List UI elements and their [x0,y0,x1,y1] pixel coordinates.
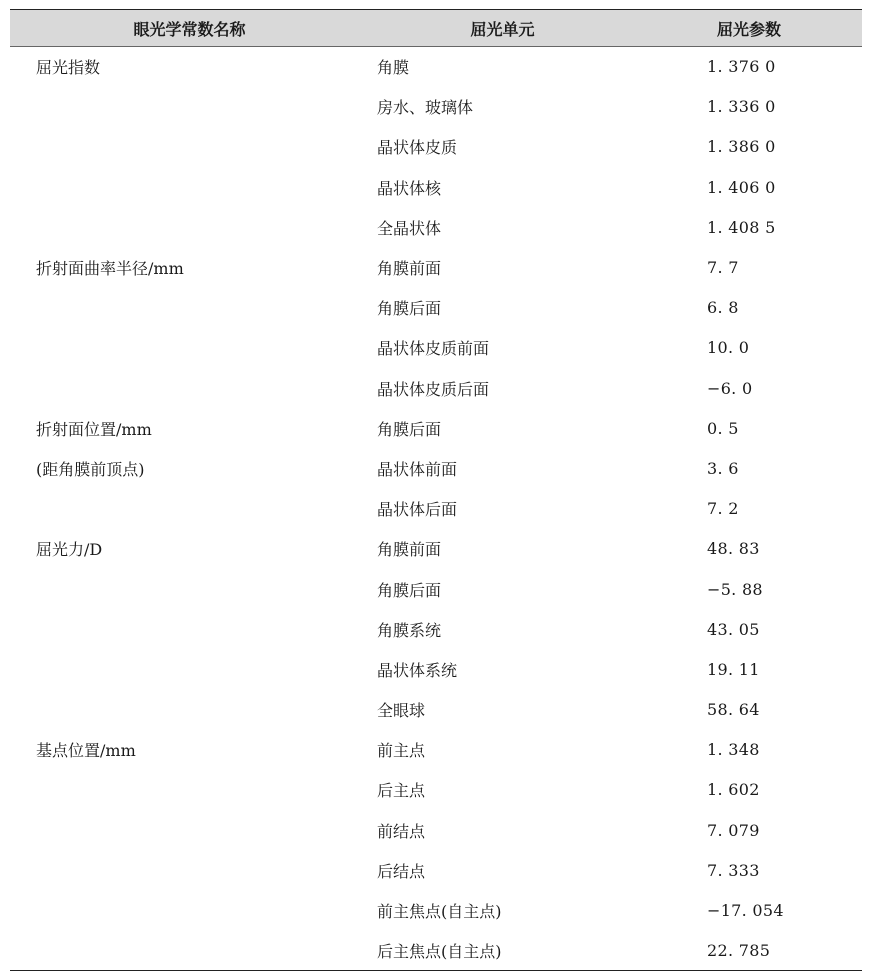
constant-name-cell: 基点位置/mm [36,741,136,761]
constant-name-cell [10,127,369,167]
table-row [10,167,862,207]
refractive-parameter-cell: 19. 11 [707,659,760,679]
refractive-unit-cell: 晶状体后面 [377,500,458,520]
refractive-unit-cell: 角膜后面 [377,419,442,439]
refractive-parameter-cell: 1. 386 0 [707,137,776,157]
table-row [10,328,862,368]
refractive-unit-cell: 全眼球 [377,701,426,721]
refractive-parameter-cell: 1. 376 0 [707,57,776,77]
constant-name-cell [10,649,369,689]
refractive-unit-cell: 全晶状体 [377,218,442,238]
header-refractive-parameter: 屈光参数 [636,10,862,47]
refractive-unit-cell: 晶状体前面 [377,459,458,479]
refractive-parameter-cell: 1. 406 0 [707,177,776,197]
refractive-parameter-cell: 7. 2 [707,499,739,519]
refractive-unit-cell: 晶状体核 [377,178,442,198]
table-row [10,529,862,569]
refractive-unit-cell: 后主点 [377,781,426,801]
constant-name-cell [10,569,369,609]
table-body [10,47,862,971]
table-header-row [10,10,862,47]
refractive-parameter-cell: 10. 0 [707,338,750,358]
table-row [10,408,862,448]
refractive-unit-cell: 角膜前面 [377,540,442,560]
refractive-unit-cell: 前主点 [377,741,426,761]
table-row [10,931,862,971]
refractive-parameter-cell: 1. 408 5 [707,217,776,237]
refractive-unit-cell: 角膜系统 [377,620,442,640]
constant-name-cell: 屈光指数 [36,58,101,78]
refractive-parameter-cell: 1. 336 0 [707,97,776,117]
table-row [10,730,862,770]
table-row [10,127,862,167]
table-row [10,690,862,730]
refractive-parameter-cell: 58. 64 [707,700,760,720]
header-refractive-unit: 屈光单元 [369,10,636,47]
refractive-unit-cell: 晶状体皮质后面 [377,379,490,399]
constant-name-cell [10,87,369,127]
table-row [10,368,862,408]
constant-name-cell [10,368,369,408]
refractive-parameter-cell: −17. 054 [707,901,784,921]
table-row [10,890,862,930]
constant-name-cell: 折射面位置/mm [36,419,152,439]
refractive-parameter-cell: 48. 83 [707,539,760,559]
constant-name-cell [10,328,369,368]
refractive-parameter-cell: 7. 333 [707,860,760,880]
table-row [10,247,862,287]
refractive-parameter-cell: 43. 05 [707,619,760,639]
header-constant-name: 眼光学常数名称 [10,10,369,47]
refractive-unit-cell: 房水、玻璃体 [377,98,474,118]
refractive-unit-cell: 晶状体皮质前面 [377,339,490,359]
refractive-unit-cell: 角膜 [377,58,410,78]
optical-constants-table [10,9,862,971]
constant-name-cell [10,288,369,328]
constant-name-cell [10,207,369,247]
refractive-unit-cell: 角膜前面 [377,259,442,279]
table-row [10,770,862,810]
constant-name-cell [10,890,369,930]
table-row [10,489,862,529]
constant-name-cell [10,489,369,529]
refractive-parameter-cell: 22. 785 [636,931,862,971]
refractive-unit-cell: 角膜后面 [377,299,442,319]
refractive-unit-cell: 前结点 [377,821,426,841]
refractive-parameter-cell: −5. 88 [707,579,763,599]
refractive-unit-cell: 后结点 [377,861,426,881]
table-row [10,207,862,247]
constant-name-cell [10,850,369,890]
table-row [10,448,862,488]
constant-name-cell: 折射面曲率半径/mm [36,259,184,279]
table-row [10,649,862,689]
constant-name-cell [10,770,369,810]
refractive-parameter-cell: −6. 0 [707,378,753,398]
table-row [10,87,862,127]
table-row [10,288,862,328]
refractive-parameter-cell: 7. 079 [707,820,760,840]
constant-name-cell [10,609,369,649]
table-row [10,850,862,890]
refractive-parameter-cell: 0. 5 [707,418,739,438]
table-row [10,569,862,609]
refractive-unit-cell: 晶状体系统 [377,660,458,680]
table-row [10,810,862,850]
refractive-parameter-cell: 6. 8 [707,298,739,318]
refractive-parameter-cell: 1. 602 [707,780,760,800]
refractive-unit-cell: 晶状体皮质 [377,138,458,158]
optical-constants-table-container [10,9,862,971]
constant-name-cell [10,931,369,971]
refractive-unit-cell: 角膜后面 [377,580,442,600]
constant-name-cell [10,690,369,730]
refractive-unit-cell: 前主焦点(自主点) [377,902,502,922]
table-row [10,47,862,87]
constant-name-cell: 屈光力/D [36,540,103,560]
table-row [10,609,862,649]
constant-name-cell [10,810,369,850]
refractive-parameter-cell: 7. 7 [707,258,739,278]
refractive-unit-cell: 后主焦点(自主点) [369,931,636,971]
refractive-parameter-cell: 3. 6 [707,458,739,478]
refractive-parameter-cell: 1. 348 [707,740,760,760]
constant-name-cell: (距角膜前顶点) [36,459,145,479]
constant-name-cell [10,167,369,207]
